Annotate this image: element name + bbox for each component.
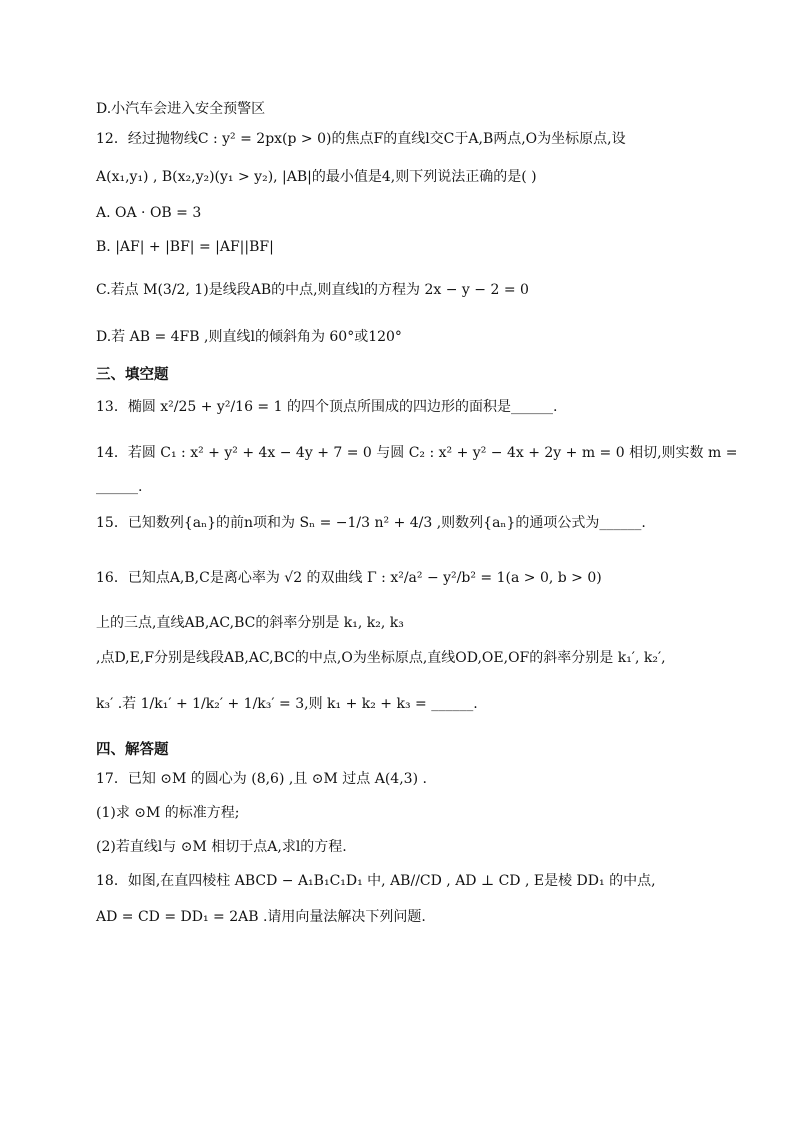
question-17-part1: (1)求 ⊙M 的标准方程;: [96, 805, 240, 821]
question-15: 15．已知数列{aₙ}的前n项和为 Sₙ = −1/3 n² + 4/3 ,则数列{aₙ}的通项公式为______.: [96, 515, 646, 531]
question-18-stem: 18．如图,在直四棱柱 ABCD − A₁B₁C₁D₁ 中, AB//CD , AD ⊥ CD , E是棱 DD₁ 的中点,: [96, 873, 656, 889]
option-11-d: D.小汽车会进入安全预警区: [96, 101, 266, 117]
question-14: 14．若圆 C₁ : x² + y² + 4x − 4y + 7 = 0 与圆 C₂ : x² + y² − 4x + 2y + m = 0 相切,则实数 m =: [96, 445, 738, 461]
question-17-part2: (2)若直线l与 ⊙M 相切于点A,求l的方程.: [96, 839, 347, 855]
question-16-condition: k₃′ .若 1/k₁′ + 1/k₂′ + 1/k₃′ = 3,则 k₁ + k₂ + k₃ = ______.: [96, 696, 478, 712]
question-16-stem-cont: 上的三点,直线AB,AC,BC的斜率分别是 k₁, k₂, k₃: [96, 615, 404, 631]
option-12-a: A. OA · OB = 3: [96, 205, 202, 221]
question-16-stem: 16．已知点A,B,C是离心率为 √2 的双曲线 Γ : x²/a² − y²/b² = 1(a > 0, b > 0): [96, 570, 602, 586]
question-13: 13．椭圆 x²/25 + y²/16 = 1 的四个顶点所围成的四边形的面积是______.: [96, 399, 558, 415]
section-answer-questions: 四、解答题: [96, 742, 169, 758]
option-12-c: C.若点 M(3/2, 1)是线段AB的中点,则直线l的方程为 2x − y − 2 = 0: [96, 282, 529, 298]
option-12-d: D.若 AB = 4FB ,则直线l的倾斜角为 60°或120°: [96, 329, 402, 345]
question-12-stem: 12．经过抛物线C : y² = 2px(p > 0)的焦点F的直线l交C于A,B两点,O为坐标原点,设: [96, 131, 626, 147]
question-12-stem-cont: A(x₁,y₁) , B(x₂,y₂)(y₁ > y₂), |AB|的最小值是4,则下列说法正确的是( ): [96, 169, 537, 185]
question-17-stem: 17．已知 ⊙M 的圆心为 (8,6) ,且 ⊙M 过点 A(4,3) .: [96, 771, 427, 787]
option-12-b: B. |AF| + |BF| = |AF||BF|: [96, 239, 274, 255]
question-16-midpoints: ,点D,E,F分别是线段AB,AC,BC的中点,O为坐标原点,直线OD,OE,OF的斜率分别是 k₁′, k₂′,: [96, 650, 666, 666]
question-18-stem-cont: AD = CD = DD₁ = 2AB .请用向量法解决下列问题.: [96, 909, 426, 925]
section-fill-in-blank: 三、填空题: [96, 367, 169, 383]
question-14-blank: ______.: [96, 479, 143, 495]
